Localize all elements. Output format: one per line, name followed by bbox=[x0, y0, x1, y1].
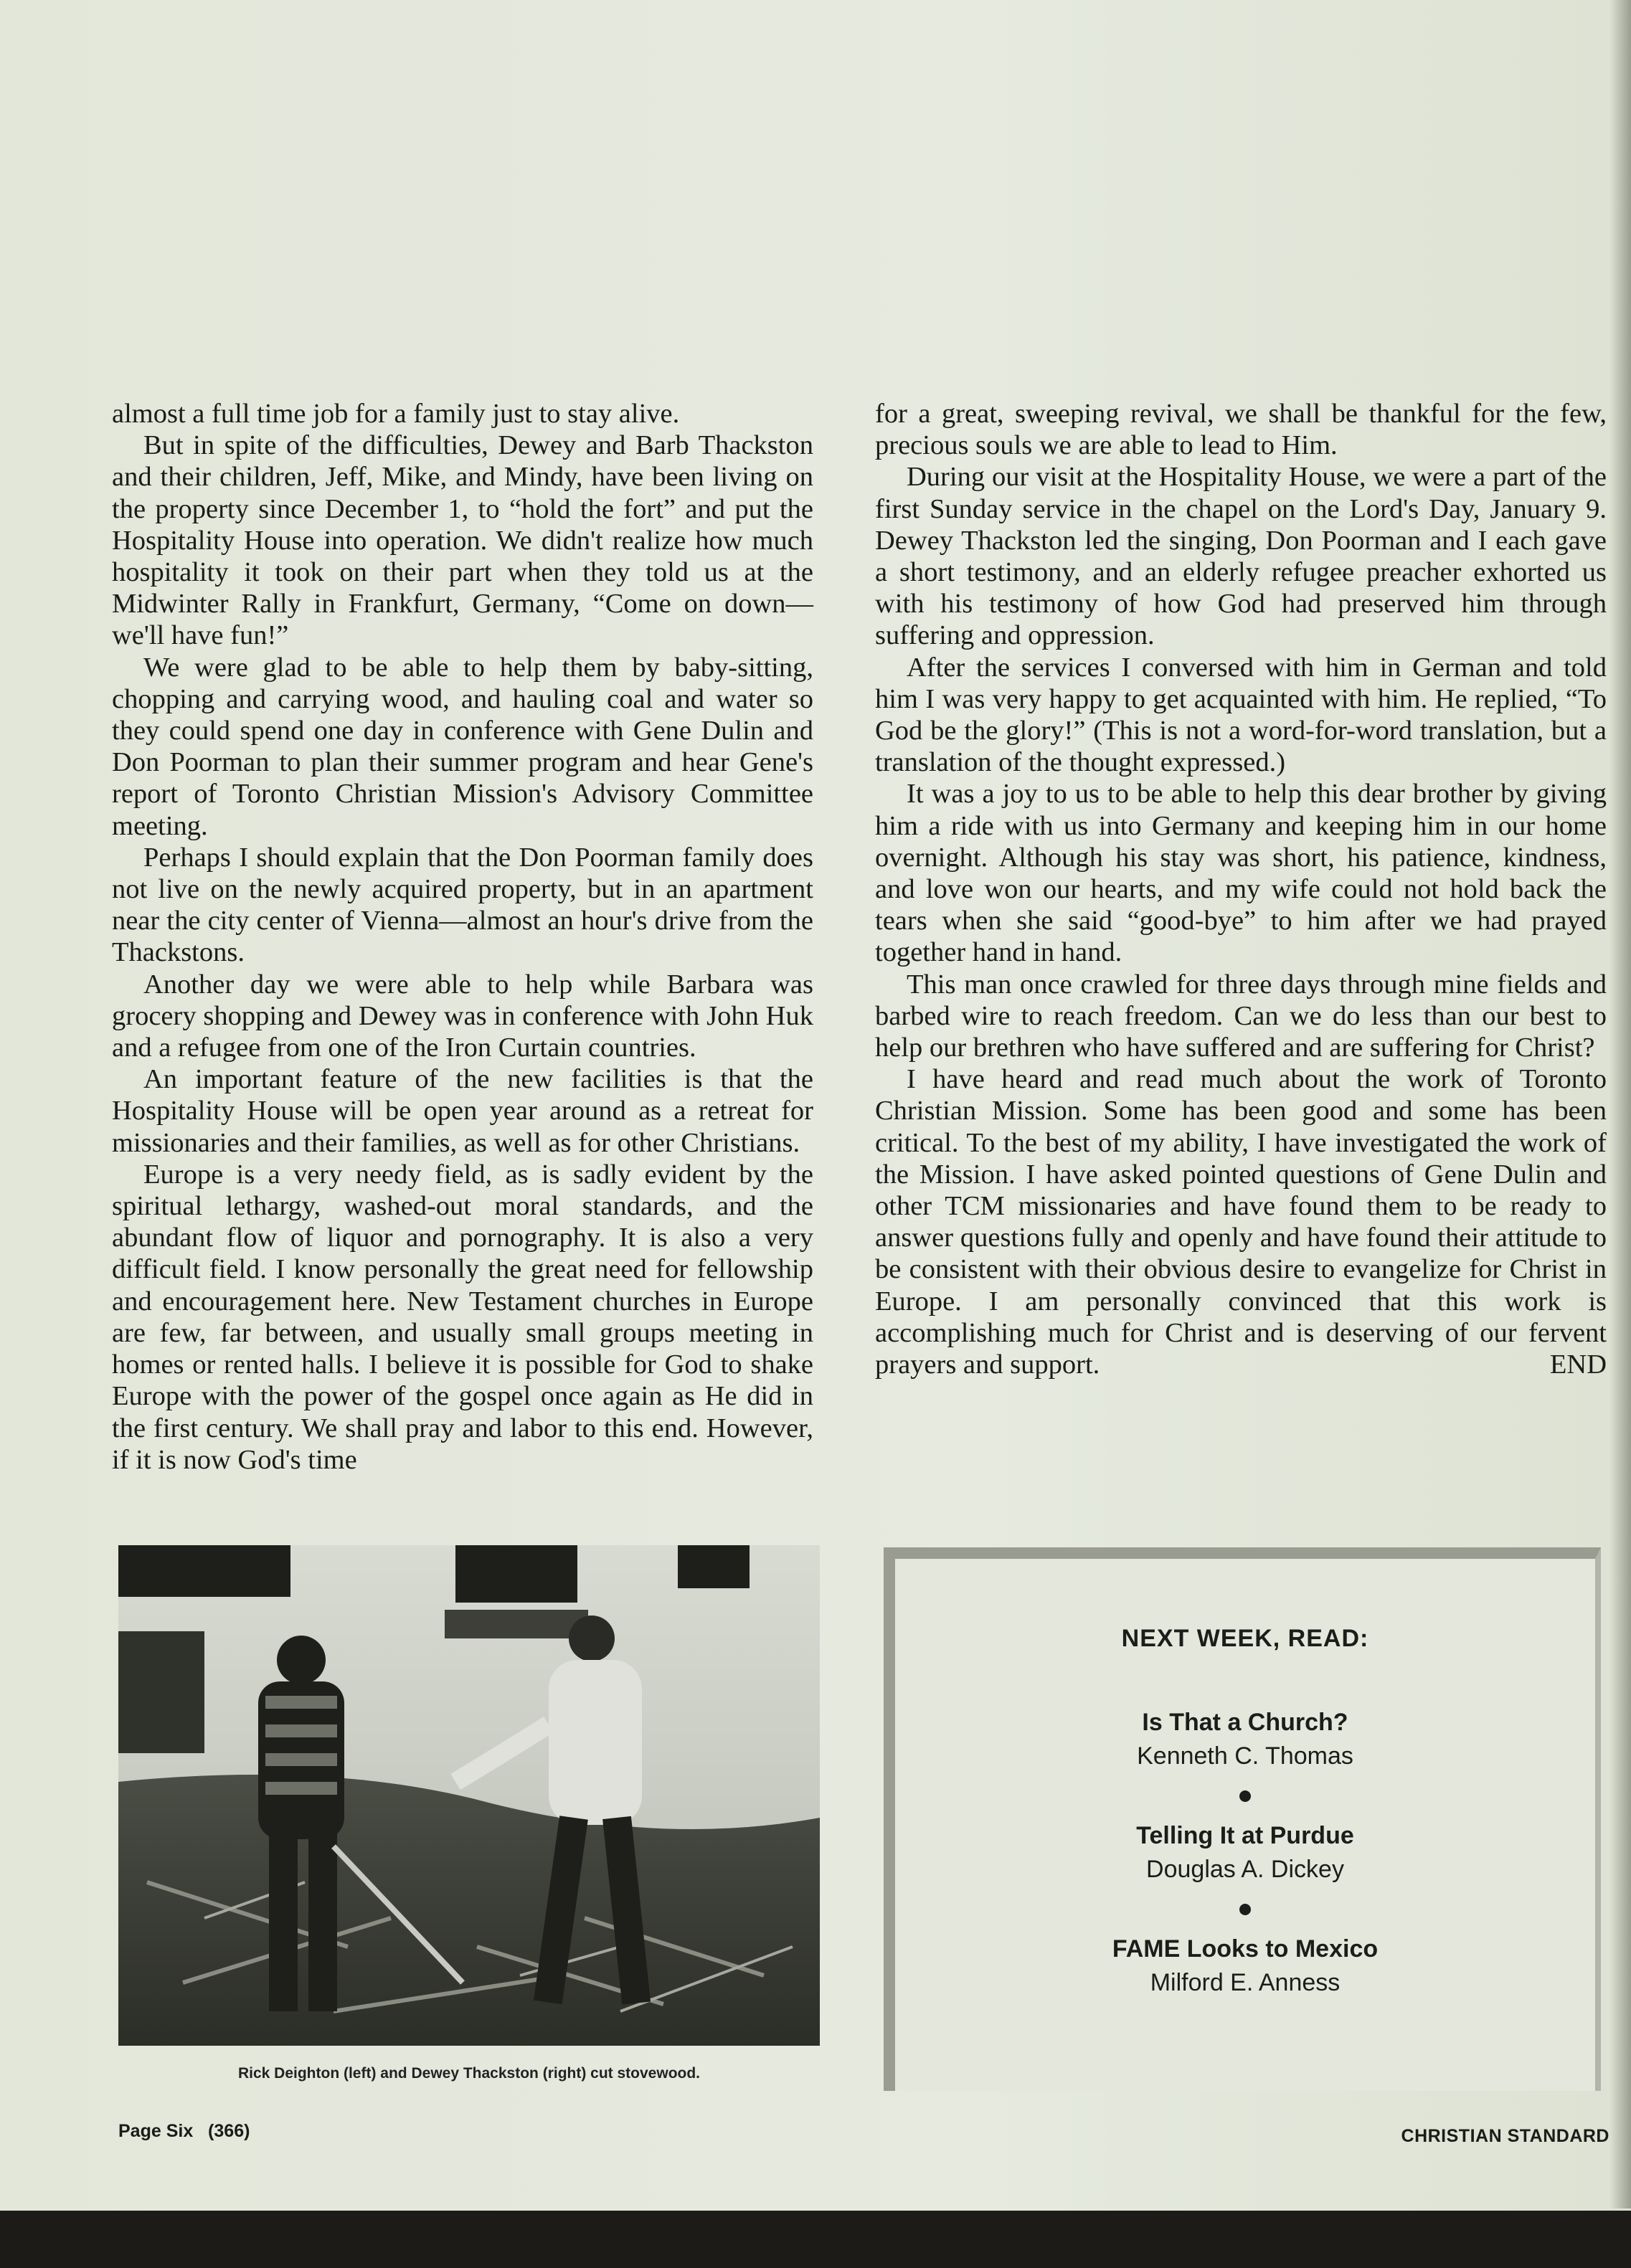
photo-illustration bbox=[118, 1545, 820, 2046]
paragraph: But in spite of the difficulties, Dewey and Barb Thackston and their children, Jeff, Mike, and Mindy, have been living on the property since December 1, to “hold the fort” and put the Hospitality House into operation. We didn't realize how much hospitality it took on their part when they told us at the Midwinter Rally in Frankfurt, Germany, “Come on down—we'll have fun!” bbox=[112, 430, 813, 651]
promo-item-author: Milford E. Anness bbox=[1150, 1969, 1341, 1996]
scan-bottom-edge bbox=[0, 2211, 1631, 2268]
promo-item-title: Telling It at Purdue bbox=[1136, 1822, 1354, 1849]
promo-item bbox=[895, 1822, 1595, 1884]
promo-item bbox=[895, 1935, 1595, 1997]
paragraph: I have heard and read much about the work of Toronto Christian Mission. Some has been good and some has been critical. To the best of my ability, I have investigated the work of the Mission. I have asked pointed questions of Gene Dulin and other TCM missionaries and have found them to be ready to answer questions fully and openly and have found their attitude to be consistent with their obvious desire to evangelize for Christ in Europe. I am personally convinced that this work is accomplishing much for Christ and is deserving of our fervent prayers and support. bbox=[875, 1064, 1607, 1380]
paragraph: We were glad to be able to help them by baby-sitting, chopping and carrying wood, and hauling coal and water so they could spend one day in conference with Gene Dulin and Don Poorman to plan their summer program and hear Gene's report of Toronto Christian Mission's Advisory Committee meeting. bbox=[112, 652, 813, 841]
paragraph: An important feature of the new facilities is that the Hospitality House will be open year around as a retreat for missionaries and their families, as well as for other Christians. bbox=[112, 1064, 813, 1158]
promo-item-author: Douglas A. Dickey bbox=[1146, 1856, 1344, 1883]
paragraph: almost a full time job for a family just to stay alive. bbox=[112, 399, 680, 429]
paragraph: Another day we were able to help while Barbara was grocery shopping and Dewey was in conference with John Huk and a refugee from one of the Iron Curtain countries. bbox=[112, 969, 813, 1063]
paragraph: After the services I conversed with him in German and told him I was very happy to get acquainted with him. He replied, “To God be the glory!” (This is not a word-for-word translation, but a translation of the thought expressed.) bbox=[875, 652, 1607, 778]
bullet-dot-icon bbox=[1239, 1904, 1251, 1915]
paragraph: During our visit at the Hospitality House, we were a part of the first Sunday service in the chapel on the Lord's Day, January 9. Dewey Thackston led the singing, Don Poorman and I each gave a short testimony, and an elderly refugee preacher exhorted us with his testimony of how God had preserved him through suffering and oppression. bbox=[875, 462, 1607, 651]
article-column-right bbox=[875, 398, 1607, 1381]
promo-heading: NEXT WEEK, READ: bbox=[1121, 1625, 1369, 1652]
page-number: Page Six (366) bbox=[118, 2121, 250, 2141]
promo-item-author: Kenneth C. Thomas bbox=[1137, 1742, 1353, 1770]
paragraph: Europe is a very needy field, as is sadly evident by the spiritual lethargy, washed-out moral standards, and the abundant flow of liquor and pornography. It is also a very difficult field. I know personally the great need for fellowship and encouragement here. New Testament churches in Europe are few, far between, and usually small groups meeting in homes or rented halls. I believe it is possible for God to shake Europe with the power of the gospel once again as He did in the first century. We shall pray and labor to this end. However, if it is now God's time bbox=[112, 1159, 813, 1475]
promo-item-title: FAME Looks to Mexico bbox=[1112, 1935, 1379, 1963]
paragraph: for a great, sweeping revival, we shall be thankful for the few, precious souls we are able to lead to Him. bbox=[875, 399, 1607, 461]
paragraph: This man once crawled for three days through mine fields and barbed wire to reach freedom. Can we do less than our best to help our brethren who have suffered and are suffering for Christ? bbox=[875, 969, 1607, 1063]
paragraph: Perhaps I should explain that the Don Poorman family does not live on the newly acquired property, but in an apartment near the city center of Vienna—almost an hour's drive from the Thackstons. bbox=[112, 842, 813, 968]
photo-stovewood bbox=[118, 1545, 820, 2046]
promo-item bbox=[895, 1709, 1595, 1770]
promo-item-title: Is That a Church? bbox=[1142, 1709, 1348, 1736]
photo-caption: Rick Deighton (left) and Dewey Thackston (right) cut stovewood. bbox=[237, 2065, 701, 2082]
article-column-left bbox=[112, 398, 813, 1476]
publication-name: CHRISTIAN STANDARD bbox=[1401, 2126, 1609, 2146]
next-week-box bbox=[884, 1547, 1601, 2091]
page-edge-shadow bbox=[1609, 0, 1631, 2208]
end-mark: END bbox=[1549, 1349, 1607, 1380]
bullet-dot-icon bbox=[1239, 1790, 1251, 1802]
paragraph: It was a joy to us to be able to help this dear brother by giving him a ride with us into Germany and keeping him in our home overnight. Although his stay was short, his patience, kindness, and love won our hearts, and my wife could not hold back the tears when she said “good-bye” to him after we had prayed together hand in hand. bbox=[875, 779, 1607, 968]
